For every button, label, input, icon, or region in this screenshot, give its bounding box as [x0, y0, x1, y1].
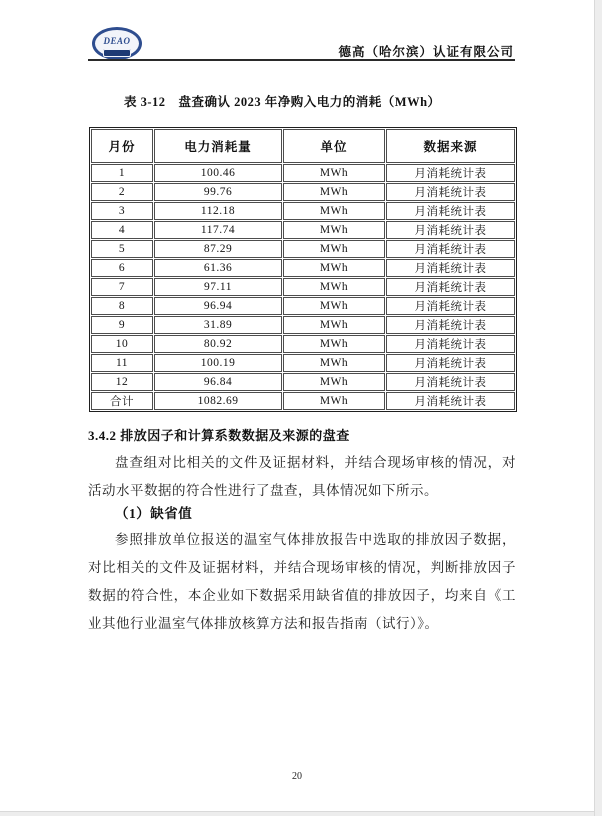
table-cell: 10 [91, 335, 153, 353]
table-cell: MWh [283, 297, 385, 315]
table-cell: 96.84 [154, 373, 282, 391]
table-body [91, 164, 515, 410]
company-name: 德高（哈尔滨）认证有限公司 [338, 45, 514, 59]
table-cell: 1082.69 [154, 392, 282, 410]
table-row [91, 335, 515, 353]
table-cell: 97.11 [154, 278, 282, 296]
table-cell: 99.76 [154, 183, 282, 201]
table-cell: 5 [91, 240, 153, 258]
table-cell: 月消耗统计表 [386, 354, 515, 372]
table-cell: 月消耗统计表 [386, 297, 515, 315]
column-header: 单位 [283, 129, 385, 163]
company-logo [92, 27, 140, 58]
table-cell: 100.19 [154, 354, 282, 372]
table-cell: 112.18 [154, 202, 282, 220]
table-row [91, 373, 515, 391]
table-cell: 80.92 [154, 335, 282, 353]
table-row [91, 259, 515, 277]
table-cell: 月消耗统计表 [386, 164, 515, 182]
consumption-table [89, 127, 517, 412]
table-cell: MWh [283, 354, 385, 372]
header-divider [88, 59, 515, 61]
section-heading: 3.4.2 排放因子和计算系数数据及来源的盘查 [88, 428, 350, 443]
table-row [91, 183, 515, 201]
table-row [91, 354, 515, 372]
table-cell: 月消耗统计表 [386, 221, 515, 239]
table-cell: 12 [91, 373, 153, 391]
scan-edge-right [594, 0, 602, 816]
table-cell: MWh [283, 183, 385, 201]
table-cell: 11 [91, 354, 153, 372]
table-cell: MWh [283, 164, 385, 182]
table-row [91, 164, 515, 182]
table-row [91, 297, 515, 315]
table-row [91, 316, 515, 334]
table-cell: 月消耗统计表 [386, 316, 515, 334]
table-cell: MWh [283, 392, 385, 410]
table-cell: 1 [91, 164, 153, 182]
paragraph-activity-data: 盘查组对比相关的文件及证据材料，并结合现场审核的情况，对活动水平数据的符合性进行了盘查，具体情况如下所示。 [88, 455, 516, 498]
table-row [91, 278, 515, 296]
table-cell: 100.46 [154, 164, 282, 182]
table-cell: 7 [91, 278, 153, 296]
table-cell: 月消耗统计表 [386, 373, 515, 391]
table-cell: 87.29 [154, 240, 282, 258]
scan-edge-bottom [0, 811, 594, 816]
table-cell: MWh [283, 240, 385, 258]
table-row [91, 202, 515, 220]
table-cell: 月消耗统计表 [386, 202, 515, 220]
consumption-table-wrapper [89, 127, 517, 412]
table-cell: MWh [283, 259, 385, 277]
table-header-row [91, 129, 515, 163]
column-header: 数据来源 [386, 129, 515, 163]
table-row [91, 392, 515, 410]
table-cell: MWh [283, 278, 385, 296]
table-cell: 6 [91, 259, 153, 277]
table-cell: 3 [91, 202, 153, 220]
table-cell: 月消耗统计表 [386, 335, 515, 353]
column-header: 电力消耗量 [154, 129, 282, 163]
column-header: 月份 [91, 129, 153, 163]
table-cell: 117.74 [154, 221, 282, 239]
table-cell: 月消耗统计表 [386, 392, 515, 410]
logo-text: DEAO [103, 35, 131, 46]
table-cell: 2 [91, 183, 153, 201]
sub-heading-default-value: （1）缺省值 [115, 506, 193, 521]
logo-banner [103, 49, 131, 57]
paragraph-emission-factor: 参照排放单位报送的温室气体排放报告中选取的排放因子数据，对比相关的文件及证据材料，并结合现场审核的情况，判断排放因子数据的符合性，本企业如下数据采用缺省值的排放因子，均来自《工业其他行业温室气体排放核算方法和报告指南（试行）》。 [88, 532, 516, 631]
table-cell: 9 [91, 316, 153, 334]
table-cell: MWh [283, 316, 385, 334]
table-cell: 31.89 [154, 316, 282, 334]
table-cell: 月消耗统计表 [386, 240, 515, 258]
table-cell: 月消耗统计表 [386, 278, 515, 296]
table-cell: MWh [283, 202, 385, 220]
table-cell: 月消耗统计表 [386, 259, 515, 277]
table-cell: 4 [91, 221, 153, 239]
table-cell: 96.94 [154, 297, 282, 315]
table-title: 表 3-12 盘查确认 2023 年净购入电力的消耗（MWh） [124, 95, 441, 109]
table-row [91, 240, 515, 258]
table-cell: 月消耗统计表 [386, 183, 515, 201]
table-cell: 合计 [91, 392, 153, 410]
table-cell: MWh [283, 335, 385, 353]
table-row [91, 221, 515, 239]
table-cell: MWh [283, 373, 385, 391]
table-cell: 8 [91, 297, 153, 315]
page-number: 20 [292, 771, 302, 782]
table-cell: MWh [283, 221, 385, 239]
table-cell: 61.36 [154, 259, 282, 277]
